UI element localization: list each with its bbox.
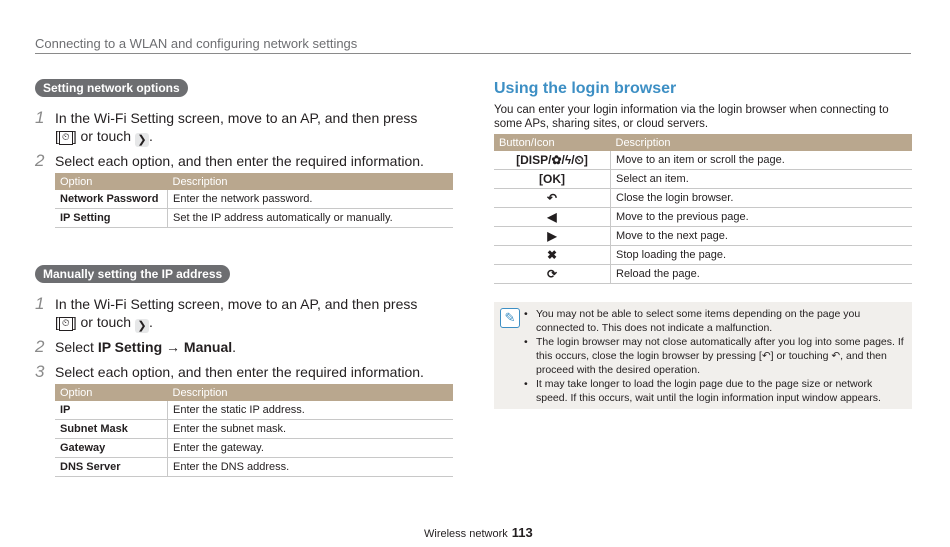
table-row: [494, 189, 912, 208]
description-cell: Stop loading the page.: [611, 246, 913, 265]
chevron-right-icon: ❯: [135, 319, 149, 333]
disp-macro-flash-timer-buttons-icon: [DISP/✿/ϟ/⏲]: [494, 151, 611, 170]
column-header-description: Description: [168, 384, 454, 401]
timer-button-icon: ⏲: [59, 317, 73, 331]
description-cell: Close the login browser.: [611, 189, 913, 208]
section-pill-network-options: Setting network options: [35, 79, 188, 97]
arrow-right-icon: →: [166, 339, 181, 355]
page-footer: [424, 525, 533, 540]
manual-label: Manual: [183, 339, 233, 355]
note-item: • You may not be able to select some items depending on the page you connected to. This does not indicate a malfunction.: [524, 307, 904, 335]
previous-icon: ◀: [494, 208, 611, 227]
touch-text: ] or touch: [72, 128, 132, 144]
table-row: [55, 190, 453, 209]
table-row: [494, 265, 912, 284]
step-text: Select each option, and then enter the required information.: [55, 153, 424, 169]
period: .: [232, 339, 237, 355]
table-row: [494, 208, 912, 227]
step-number: 2: [35, 151, 45, 170]
option-cell: Gateway: [55, 439, 168, 458]
column-header-description: Description: [611, 134, 913, 151]
description-cell: Move to an item or scroll the page.: [611, 151, 913, 170]
description-cell: Enter the static IP address.: [168, 401, 454, 420]
description-cell: Enter the subnet mask.: [168, 420, 454, 439]
login-browser-title: Using the login browser: [494, 80, 677, 97]
footer-section-name: Wireless network: [424, 528, 508, 540]
period: .: [148, 314, 153, 330]
table-row: [55, 420, 453, 439]
next-icon: ▶: [494, 227, 611, 246]
option-cell: IP Setting: [55, 209, 168, 228]
network-options-table: [55, 173, 453, 228]
section-pill-manual-ip: Manually setting the IP address: [35, 265, 230, 283]
table-row: [55, 458, 453, 477]
bracket: [: [55, 314, 59, 330]
table-row: [55, 439, 453, 458]
description-cell: Move to the previous page.: [611, 208, 913, 227]
step-number: 1: [35, 108, 45, 127]
description-cell: Move to the next page.: [611, 227, 913, 246]
description-cell: Enter the DNS address.: [168, 458, 454, 477]
header-rule: [35, 53, 911, 54]
option-cell: Subnet Mask: [55, 420, 168, 439]
table-row: [494, 227, 912, 246]
table-row: [55, 401, 453, 420]
note-box: [494, 302, 912, 409]
table-row: [494, 246, 912, 265]
reload-icon: ⟳: [494, 265, 611, 284]
touch-text: ] or touch: [72, 314, 132, 330]
period: .: [148, 128, 153, 144]
step-text-line2: [55, 313, 153, 333]
description-cell: Enter the network password.: [168, 190, 454, 209]
stop-icon: ✖: [494, 246, 611, 265]
bracket: [: [55, 128, 59, 144]
back-icon: ↶: [494, 189, 611, 208]
note-item: • The login browser may not close automatically after you log into some pages. If this occurs, close the login browser by pressing [↶] or touching ↶, and then proceed with the desired operation.: [524, 335, 904, 377]
table-row: [494, 170, 912, 189]
step-text-line2: [55, 127, 153, 147]
chevron-right-icon: ❯: [135, 133, 149, 147]
column-header-description: Description: [168, 173, 454, 190]
step-number: 1: [35, 294, 45, 313]
table-row: [494, 151, 912, 170]
option-cell: Network Password: [55, 190, 168, 209]
table-row: [55, 209, 453, 228]
column-header-button-icon: Button/Icon: [494, 134, 611, 151]
step-text: In the Wi-Fi Setting screen, move to an AP, and then press: [55, 296, 418, 312]
login-browser-table: [494, 134, 912, 284]
ip-setting-label: IP Setting: [97, 339, 163, 355]
running-header: Connecting to a WLAN and configuring network settings: [35, 36, 358, 51]
option-cell: DNS Server: [55, 458, 168, 477]
step-number: 3: [35, 362, 45, 381]
note-icon: ✎: [500, 308, 520, 328]
step-number: 2: [35, 337, 45, 356]
step-text: [55, 338, 236, 356]
step-text: In the Wi-Fi Setting screen, move to an AP, and then press: [55, 110, 418, 126]
step-text: Select each option, and then enter the required information.: [55, 364, 424, 380]
page-number: 113: [511, 525, 533, 540]
column-header-option: Option: [55, 384, 168, 401]
column-header-option: Option: [55, 173, 168, 190]
description-cell: Reload the page.: [611, 265, 913, 284]
timer-button-icon: ⏲: [59, 131, 73, 145]
description-cell: Set the IP address automatically or manually.: [168, 209, 454, 228]
login-browser-intro: You can enter your login information via the login browser when connecting to some APs, sharing sites, or cloud servers.: [494, 104, 889, 130]
note-item: • It may take longer to load the login page due to the page size or network speed. If this occurs, wait until the login information input window appears.: [524, 377, 904, 405]
manual-ip-table: [55, 384, 453, 477]
description-cell: Enter the gateway.: [168, 439, 454, 458]
select-text: Select: [55, 339, 94, 355]
option-cell: IP: [55, 401, 168, 420]
ok-button-icon: [OK]: [494, 170, 611, 189]
note-list: [524, 307, 904, 405]
description-cell: Select an item.: [611, 170, 913, 189]
